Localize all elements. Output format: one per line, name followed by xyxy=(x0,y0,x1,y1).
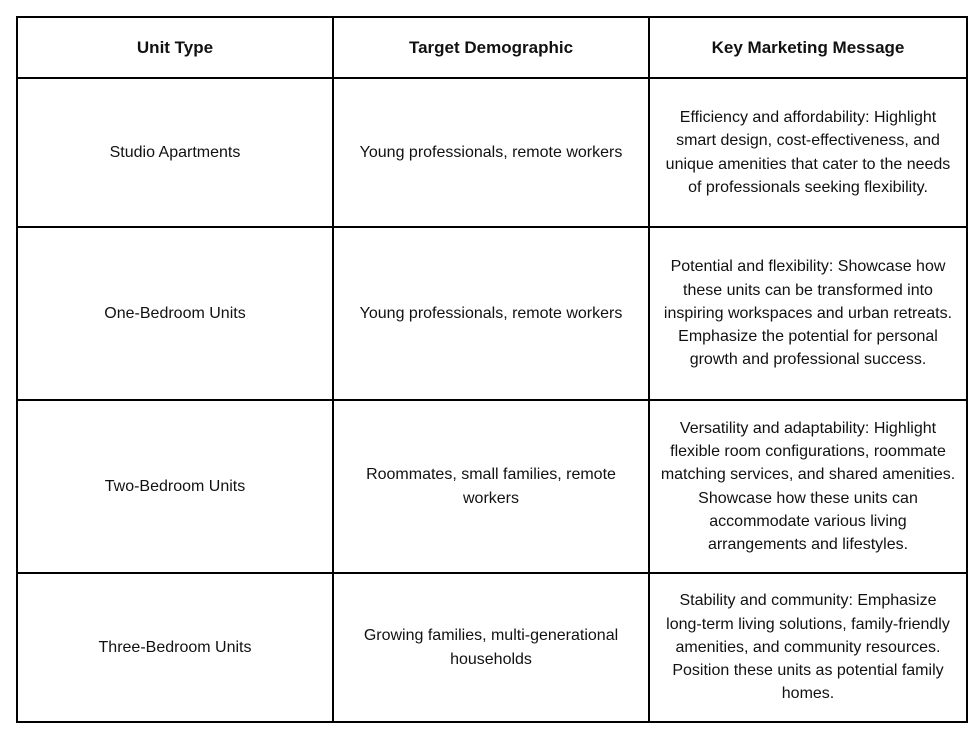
table-header-row xyxy=(17,17,967,78)
cell-demographic: Young professionals, remote workers xyxy=(333,78,649,227)
cell-unit-type: One-Bedroom Units xyxy=(17,227,333,400)
marketing-table xyxy=(16,16,968,723)
cell-demographic: Roommates, small families, remote workers xyxy=(333,400,649,573)
cell-unit-type: Two-Bedroom Units xyxy=(17,400,333,573)
cell-marketing-message: Potential and flexibility: Showcase how these units can be transformed into inspiring workspaces and urban retreats. Emphasize the potential for personal growth and professional success. xyxy=(649,227,967,400)
cell-unit-type: Studio Apartments xyxy=(17,78,333,227)
cell-demographic: Young professionals, remote workers xyxy=(333,227,649,400)
cell-demographic: Growing families, multi-generational households xyxy=(333,573,649,722)
header-key-marketing-message: Key Marketing Message xyxy=(649,17,967,78)
table-row xyxy=(17,400,967,573)
cell-marketing-message: Efficiency and affordability: Highlight smart design, cost-effectiveness, and unique amenities that cater to the needs of professionals seeking flexibility. xyxy=(649,78,967,227)
cell-marketing-message: Stability and community: Emphasize long-term living solutions, family-friendly amenities, and community resources. Position these units as potential family homes. xyxy=(649,573,967,722)
header-unit-type: Unit Type xyxy=(17,17,333,78)
table-row xyxy=(17,573,967,722)
table-row xyxy=(17,227,967,400)
table-row xyxy=(17,78,967,227)
cell-marketing-message: Versatility and adaptability: Highlight flexible room configurations, roommate matching services, and shared amenities. Showcase how these units can accommodate various living arrangements and lifestyles. xyxy=(649,400,967,573)
header-target-demographic: Target Demographic xyxy=(333,17,649,78)
cell-unit-type: Three-Bedroom Units xyxy=(17,573,333,722)
